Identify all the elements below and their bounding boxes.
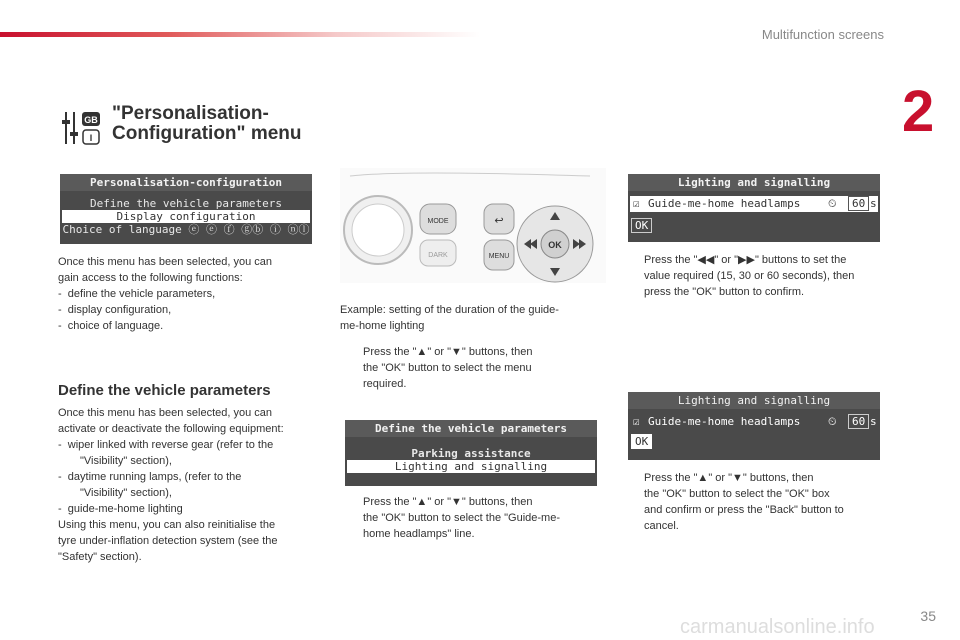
list-item: - wiper linked with reverse gear (refer to the bbox=[58, 439, 274, 451]
watermark: carmanualsonline.info bbox=[680, 616, 875, 638]
list-item: - daytime running lamps, (refer to the bbox=[58, 471, 242, 483]
svg-text:I: I bbox=[89, 133, 93, 143]
control-panel-illustration bbox=[340, 168, 606, 283]
ok-label: OK bbox=[548, 240, 562, 250]
mode-label: MODE bbox=[427, 218, 449, 225]
step-4: Press the "▲" or "▼" buttons, then the "OK" button to select the "OK" box and confirm or press the "Back" button to cancel. bbox=[644, 472, 844, 532]
section-label: Multifunction screens bbox=[761, 27, 884, 42]
screen-lighting-signalling-1 bbox=[628, 174, 880, 242]
menu-item: Define the vehicle parameters bbox=[89, 197, 283, 210]
screen-define-vehicle-parameters bbox=[345, 420, 597, 486]
step-2: Press the "▲" or "▼" buttons, then the "OK" button to select the "Guide-me- home headlamps" line. bbox=[363, 496, 560, 540]
clock-icon: ⏲ bbox=[828, 415, 837, 428]
menu-item: Choice of language ⓔ ⓔ ⓕ ⓖⓑ ⓘ ⓝⓛ bbox=[62, 223, 310, 236]
guide-me-home-row: ☑ Guide-me-home headlamps ⏲ 60 s bbox=[633, 415, 877, 428]
page-title: "Personalisation- Configuration" menu bbox=[112, 103, 302, 144]
clock-icon: ⏲ bbox=[828, 197, 837, 210]
svg-text:GB: GB bbox=[84, 115, 98, 125]
duration-value: 60 bbox=[848, 196, 869, 211]
screen-personalisation-menu bbox=[60, 174, 312, 244]
menu-label: MENU bbox=[488, 253, 510, 260]
menu-item: Parking assistance bbox=[411, 447, 531, 460]
list-item: - define the vehicle parameters, bbox=[58, 288, 216, 300]
step-1: Press the "▲" or "▼" buttons, then the "OK" button to select the menu required. bbox=[363, 346, 533, 390]
list-item: - choice of language. bbox=[58, 320, 164, 332]
settings-sliders-icon bbox=[60, 108, 104, 148]
screen-header: Lighting and signalling bbox=[628, 174, 880, 191]
list-item: - guide-me-home lighting bbox=[58, 503, 183, 515]
back-label: ↩ bbox=[494, 214, 504, 227]
section-heading: Define the vehicle parameters bbox=[58, 382, 271, 399]
ok-box: OK bbox=[631, 218, 652, 233]
screen-header: Define the vehicle parameters bbox=[345, 420, 597, 437]
menu-item-selected: Display configuration bbox=[62, 210, 310, 223]
dark-label: DARK bbox=[428, 252, 448, 259]
example-caption: Example: setting of the duration of the guide- me-home lighting bbox=[340, 304, 559, 332]
intro-text: Once this menu has been selected, you can gain access to the following functions: - define the vehicle parameters, - display configuration, - choice of language. bbox=[58, 254, 318, 334]
checkbox-icon: ☑ bbox=[633, 415, 640, 428]
screen-lighting-signalling-2 bbox=[628, 392, 880, 460]
section-text: Once this menu has been selected, you can activate or deactivate the following equipment: - wiper linked with reverse gear (refer to the "Visibility" section), - daytime running lamps, (refer to the "Visibility" section), - guide-me-home lighting Using this menu, you can also reinitialise the tyre under-inflation detection system (see the "Safety" section). bbox=[58, 405, 320, 565]
menu-item-selected: Lighting and signalling bbox=[347, 460, 595, 473]
top-accent-bar bbox=[0, 32, 480, 37]
checkbox-icon: ☑ bbox=[633, 197, 640, 210]
ok-box-selected: OK bbox=[631, 434, 652, 449]
step-3: Press the "◀◀" or "▶▶" buttons to set the value required (15, 30 or 60 seconds), then press the "OK" button to confirm. bbox=[644, 254, 855, 298]
duration-value: 60 bbox=[848, 414, 869, 429]
guide-me-home-row: ☑ Guide-me-home headlamps ⏲ 60 s bbox=[630, 196, 878, 212]
chapter-number: 2 bbox=[902, 79, 935, 144]
screen-header: Lighting and signalling bbox=[628, 392, 880, 409]
page-number: 35 bbox=[920, 608, 936, 624]
screen-header: Personalisation-configuration bbox=[60, 174, 312, 191]
list-item: - display configuration, bbox=[58, 304, 172, 316]
